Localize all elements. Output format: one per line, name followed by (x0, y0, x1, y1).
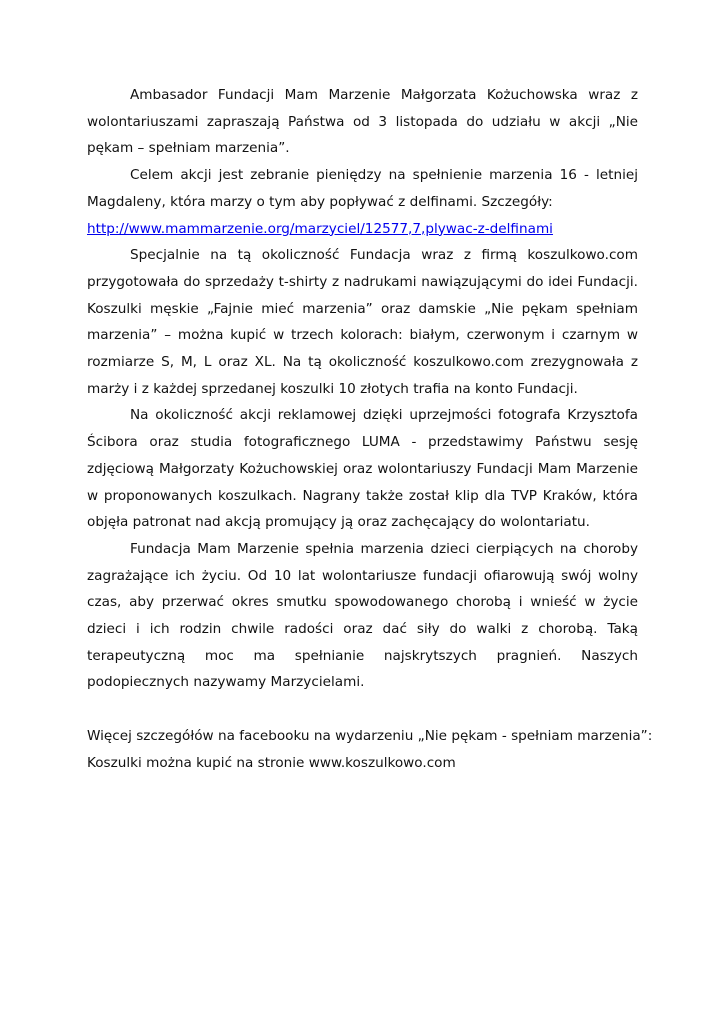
shop-info-line: Koszulki można kupić na stronie www.koszulkowo.com (87, 754, 456, 771)
paragraph-photo-session: Na okoliczność akcji reklamowej dzięki uprzejmości fotografa Krzysztofa Ścibora oraz studia fotograficznego LUMA - przedstawimy Państwu sesję zdjęciową Małgorzaty Kożuchowskiej oraz wolontariuszy Fundacji Mam Marzenie w proponowanych koszulkach. Nagrany także został klip dla TVP Kraków, która objęła patronat nad akcją promujący ją oraz zachęcający do wolontariatu. (87, 407, 638, 531)
document-page (87, 82, 653, 776)
paragraph-goal-text: Celem akcji jest zebranie pieniędzy na spełnienie marzenia 16 - letniej Magdaleny, która marzy o tym aby popływać z delfinami. Szczegóły: (87, 167, 638, 210)
paragraph-tshirts: Specjalnie na tą okoliczność Fundacja wraz z firmą koszulkowo.com przygotowała do sprzedaży t-shirty z nadrukami nawiązującymi do idei Fundacji. Koszulki męskie „Fajnie mieć marzenia” oraz damskie „Nie pękam spełniam marzenia” – można kupić w trzech kolorach: białym, czerwonym i czarnym w rozmiarze S, M, L oraz XL. Na tą okoliczność koszulkowo.com zrezygnowała z marży i z każdej sprzedanej koszulki 10 złotych trafia na konto Fundacji. (87, 247, 638, 397)
paragraph-goal (87, 162, 638, 242)
paragraph-intro: Ambasador Fundacji Mam Marzenie Małgorzata Kożuchowska wraz z wolontariuszami zapraszają Państwa od 3 listopada do udziału w akcji „Nie pękam – spełniam marzenia”. (87, 87, 638, 157)
blank-line (87, 696, 638, 723)
dream-details-link[interactable]: http://www.mammarzenie.org/marzyciel/12577,7,plywac-z-delfinami (87, 220, 553, 237)
paragraph-foundation: Fundacja Mam Marzenie spełnia marzenia dzieci cierpiących na choroby zagrażające ich życiu. Od 10 lat wolontariusze fundacji ofiarowują swój wolny czas, aby przerwać okres smutku spowodowanego chorobą i wnieść w życie dzieci i ich rodzin chwile radości oraz dać siły do walki z chorobą. Taką terapeutyczną moc ma spełnianie najskrytszych pragnień. Naszych podopiecznych nazywamy Marzycielami. (87, 540, 638, 691)
facebook-info-line: Więcej szczegółów na facebooku na wydarzeniu „Nie pękam - spełniam marzenia”: (87, 727, 653, 744)
